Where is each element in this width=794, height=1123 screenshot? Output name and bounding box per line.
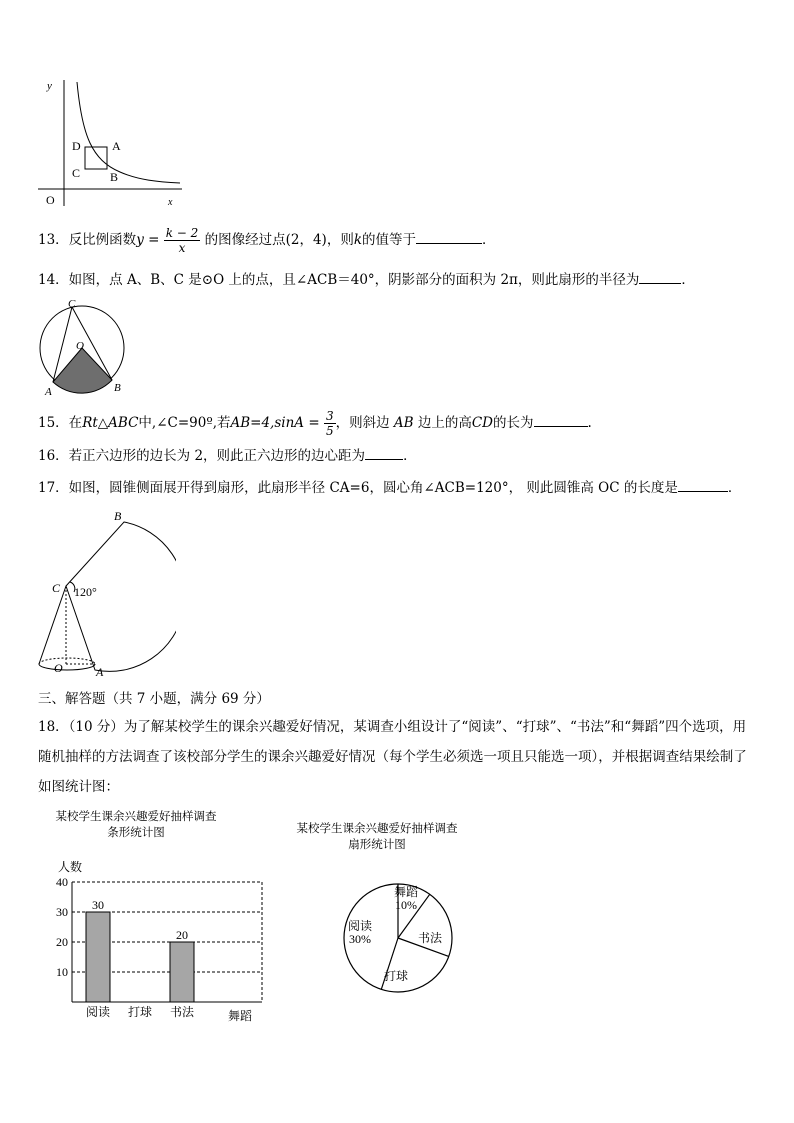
- x-tick-label: 打球: [127, 1005, 153, 1019]
- pie-pct-label-0: 10%: [395, 898, 417, 912]
- pie-label-2: 打球: [383, 969, 409, 983]
- bar-chart: [40, 850, 280, 1030]
- cone-base-front: [39, 664, 95, 670]
- cone-left-edge: [39, 586, 66, 664]
- label-b: B: [114, 382, 121, 394]
- question-14: 14．如图，点 A、B、C 是⊙O 上的点，且∠ACB＝40°，阴影部分的面积为 2π，则此扇形的半径为 ．: [38, 269, 695, 290]
- label-b: B: [110, 170, 119, 184]
- y-tick-label: 30: [56, 905, 68, 919]
- bar-2: [170, 942, 194, 1002]
- label-o: O: [76, 340, 84, 352]
- y-tick-label: 20: [56, 935, 68, 949]
- answer-blank: [639, 269, 681, 284]
- pie-chart: [330, 868, 480, 1028]
- label-angle: 120°: [74, 585, 97, 599]
- label-d: D: [72, 139, 81, 153]
- x-tick-label: 阅读: [85, 1005, 111, 1019]
- bar-chart-title: 某校学生课余兴趣爱好抽样调查 条形统计图: [55, 809, 217, 839]
- bar-value-label: 30: [92, 898, 104, 912]
- pie-label-1: 书法: [417, 931, 443, 945]
- answer-blank: [678, 477, 728, 492]
- hyperbola-curve: [77, 82, 180, 183]
- fraction-3-over-5: $\frac{3}{5}$: [325, 409, 334, 438]
- figure-cone-sector: [36, 504, 176, 680]
- label-o: O: [54, 661, 63, 675]
- label-y: y: [47, 80, 52, 92]
- question-13: 13．反比例函数y = $\frac{k - 2}{x}$ 的图像经过点(2，4)，则k的值等于 ．: [38, 226, 496, 255]
- label-x: x: [168, 197, 173, 208]
- label-o: O: [46, 193, 55, 207]
- figure-circle-sector: [36, 296, 132, 398]
- x-tick-label: 舞蹈: [227, 1009, 253, 1023]
- label-a: A: [112, 139, 121, 153]
- label-c: C: [52, 581, 61, 595]
- label-c: C: [68, 298, 76, 310]
- label-a: A: [45, 386, 52, 398]
- answer-blank: [416, 229, 482, 244]
- answer-blank: [365, 445, 403, 460]
- y-axis-label: 人数: [58, 860, 83, 874]
- pie-chart-title: 某校学生课余兴趣爱好抽样调查 扇形统计图: [296, 821, 458, 851]
- question-17: 17．如图，圆锥侧面展开得到扇形，此扇形半径 CA=6，圆心角∠ACB=120°， 则此圆锥高 OC 的长度是 ．: [38, 477, 741, 498]
- pie-label-0: 舞蹈: [393, 885, 419, 899]
- fraction-k-minus-2-over-x: $\frac{k - 2}{x}$: [165, 226, 199, 255]
- question-15: 15．在Rt△ABC中,∠C=90º,若AB=4,sinA = $\frac{3}{5}$ ，则斜边 AB 边上的高CD的长为 .: [38, 409, 592, 438]
- y-tick-label: 10: [56, 965, 68, 979]
- figure-hyperbola: [30, 76, 190, 211]
- square-abcd: [85, 147, 107, 169]
- shaded-sector: [53, 348, 112, 393]
- pie-label-3: 阅读: [347, 919, 373, 933]
- question-16: 16．若正六边形的边长为 2，则此正六边形的边心距为 ．: [38, 445, 417, 466]
- x-tick-label: 书法: [169, 1005, 195, 1019]
- answer-blank: [534, 412, 588, 427]
- bar-0: [86, 912, 110, 1002]
- label-b: B: [114, 509, 122, 523]
- label-a: A: [96, 665, 104, 679]
- pie-pct-label-3: 30%: [349, 932, 371, 946]
- cone-base-back: [39, 658, 95, 664]
- y-tick-label: 40: [56, 875, 68, 889]
- question-18: 18．（10 分）为了解某校学生的课余兴趣爱好情况，某调查小组设计了“阅读”、“打球”、“书法”和“舞蹈”四个选项，用随机抽样的方法调查了该校部分学生的课余兴趣爱好情况（每个学生必须选一项且只能选一项），并根据调查结果绘制了如图统计图：: [38, 719, 747, 795]
- bar-value-label: 20: [176, 928, 188, 942]
- section-heading: 三、解答题（共 7 小题，满分 69 分）: [38, 691, 270, 707]
- label-c: C: [72, 166, 81, 180]
